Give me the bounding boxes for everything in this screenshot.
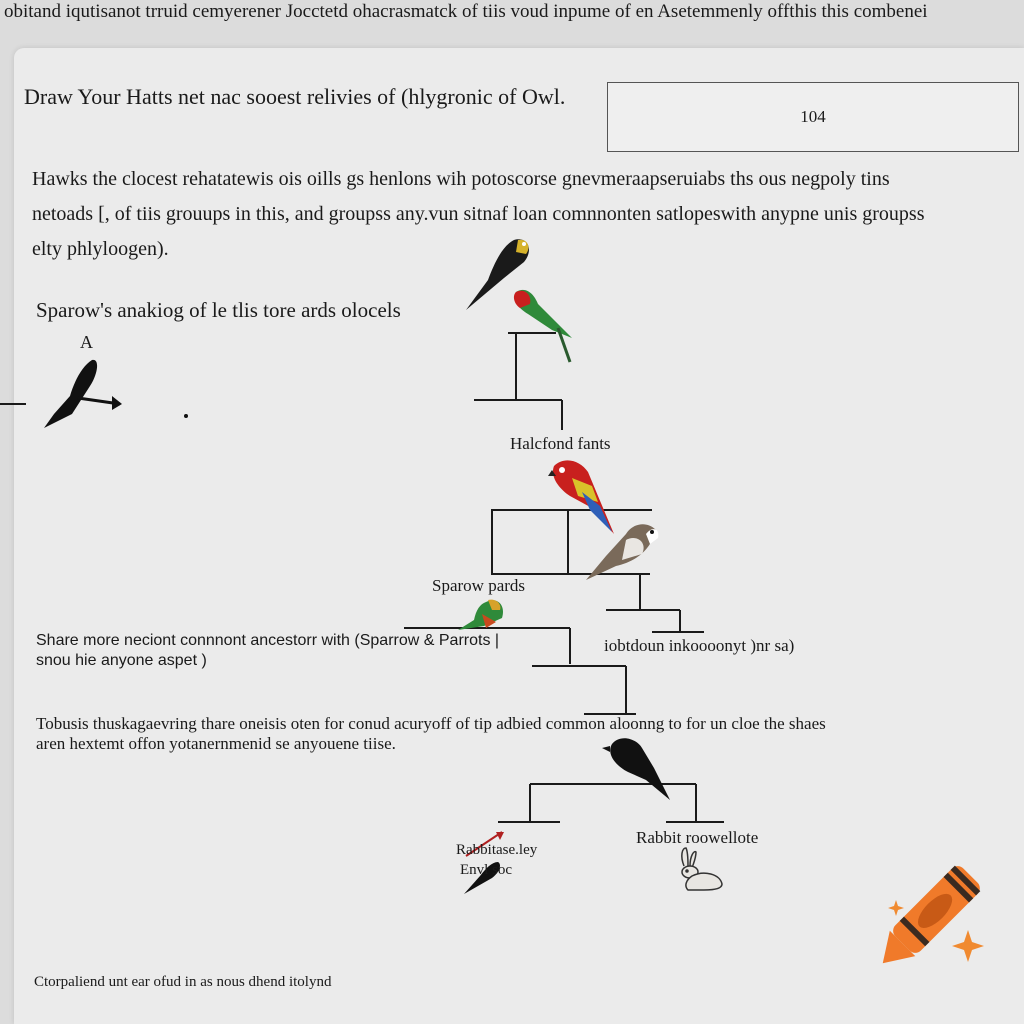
intro-line-1: Hawks the clocest rehatatewis ois oills gs henlons wih potoscorse gnevmeraapseruiabs ths ous negpoly tins: [32, 168, 890, 190]
crow-icon: [602, 738, 670, 800]
parrot-icon: [514, 290, 572, 362]
bird-icon: [44, 360, 122, 428]
label-tobdoun: iobtdoun inkoooonyt )nr sa): [604, 636, 795, 655]
footer-text: Ctorpaliend unt ear ofud in as nous dhend itolynd: [34, 974, 332, 990]
header-text: obitand iqutisanot trruid cemyerener Jocctetd ohacrasmatck of tiis voud inpume of en Asetemmenly offthis this combenei: [4, 1, 928, 22]
label-halcyond: Halcfond fants: [510, 434, 611, 453]
label-rabbit: Rabbit roowellote: [636, 828, 759, 847]
parrot-icon: [458, 600, 503, 630]
label-share-line-2: snou hie anyone aspet ): [36, 652, 207, 669]
intro-line-2: netoads [, of tiis grouups in this, and groupss any.vun sitnaf loan comnnonten satlopeswith anypne unis groupss: [32, 203, 925, 225]
sparrow-icon: [586, 524, 658, 580]
label-tobusis-line-1: Tobusis thuskagaevring thare oneisis oten for conud acuryoff of tip adbied common aloonng to for un cloe the shaes: [36, 714, 826, 733]
label-share-line-1: Share more neciont connnont ancestorr with (Sparrow & Parrots |: [36, 632, 500, 649]
label-sparrow-pards: Sparow pards: [432, 576, 526, 595]
label-rabbit-small-2: Envl soc: [460, 862, 513, 878]
intro-line-3: elty phlyloogen).: [32, 238, 169, 260]
label-rabbit-small-1: Rabbitase.ley: [456, 842, 538, 858]
parrot-icon: [548, 460, 614, 534]
dot-mark: [184, 414, 188, 418]
crayon-icon: [870, 863, 983, 976]
subheading: Sparow's anakiog of le tlis tore ards olocels: [36, 298, 401, 322]
rabbit-icon: [682, 848, 722, 890]
marker-a: A: [80, 332, 93, 352]
answer-value: 104: [800, 107, 826, 126]
label-tobusis-line-2: aren hextemt offon yotanernmenid se anyouene tiise.: [36, 734, 396, 753]
question-label: Draw Your Hatts net nac sooest relivies of (hlygronic of Owl.: [24, 84, 566, 109]
